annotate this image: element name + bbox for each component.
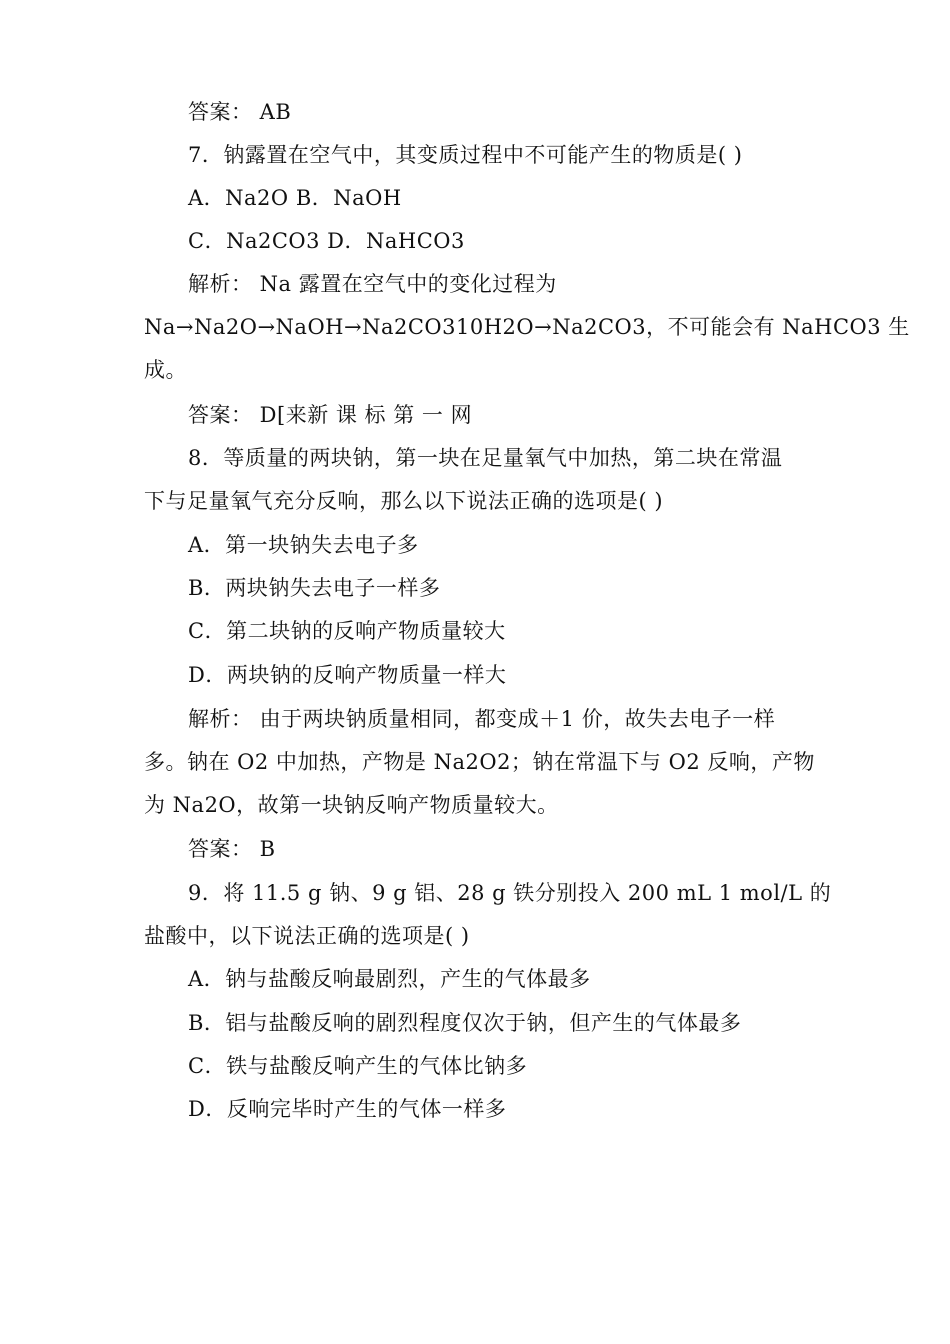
question-9-option-d: D．反响完毕时产生的气体一样多 bbox=[188, 1097, 507, 1121]
question-9-stem-line-1: 9．将 11.5 g 钠、9 g 铝、28 g 铁分别投入 200 mL 1 mol/L 的 bbox=[188, 881, 832, 905]
analysis-8-line-1: 解析： 由于两块钠质量相同，都变成＋1 价，故失去电子一样 bbox=[188, 707, 776, 731]
question-8-option-d: D．两块钠的反响产物质量一样大 bbox=[188, 663, 507, 687]
analysis-7-line-2: Na→Na2O→NaOH→Na2CO310H2O→Na2CO3，不可能会有 NaHCO3 生 bbox=[144, 315, 910, 339]
question-8-option-b: B．两块钠失去电子一样多 bbox=[188, 576, 441, 600]
question-8-option-c: C．第二块钠的反响产物质量较大 bbox=[188, 619, 506, 643]
question-9-stem-line-2: 盐酸中，以下说法正确的选项是( ) bbox=[144, 924, 470, 948]
analysis-8-line-3: 为 Na2O，故第一块钠反响产物质量较大。 bbox=[144, 793, 559, 817]
analysis-7-line-3: 成。 bbox=[144, 358, 187, 382]
question-7-options-ab: A．Na2O B．NaOH bbox=[188, 186, 402, 210]
analysis-7-line-1: 解析： Na 露置在空气中的变化过程为 bbox=[188, 272, 557, 296]
answer-6: 答案： AB bbox=[188, 100, 292, 124]
question-9-option-b: B．铝与盐酸反响的剧烈程度仅次于钠，但产生的气体最多 bbox=[188, 1011, 742, 1035]
question-8-stem-line-1: 8．等质量的两块钠，第一块在足量氧气中加热，第二块在常温 bbox=[188, 446, 783, 470]
answer-8: 答案： B bbox=[188, 837, 276, 861]
question-9-option-a: A．钠与盐酸反响最剧烈，产生的气体最多 bbox=[188, 967, 591, 991]
answer-7: 答案： D[来新 课 标 第 一 网 bbox=[188, 403, 473, 427]
question-7-options-cd: C．Na2CO3 D．NaHCO3 bbox=[188, 229, 465, 253]
question-8-stem-line-2: 下与足量氧气充分反响，那么以下说法正确的选项是( ) bbox=[144, 489, 664, 513]
question-8-option-a: A．第一块钠失去电子多 bbox=[188, 533, 419, 557]
analysis-8-line-2: 多。钠在 O2 中加热，产物是 Na2O2；钠在常温下与 O2 反响，产物 bbox=[144, 750, 815, 774]
question-7-stem: 7．钠露置在空气中，其变质过程中不可能产生的物质是( ) bbox=[188, 143, 743, 167]
question-9-option-c: C．铁与盐酸反响产生的气体比钠多 bbox=[188, 1054, 528, 1078]
